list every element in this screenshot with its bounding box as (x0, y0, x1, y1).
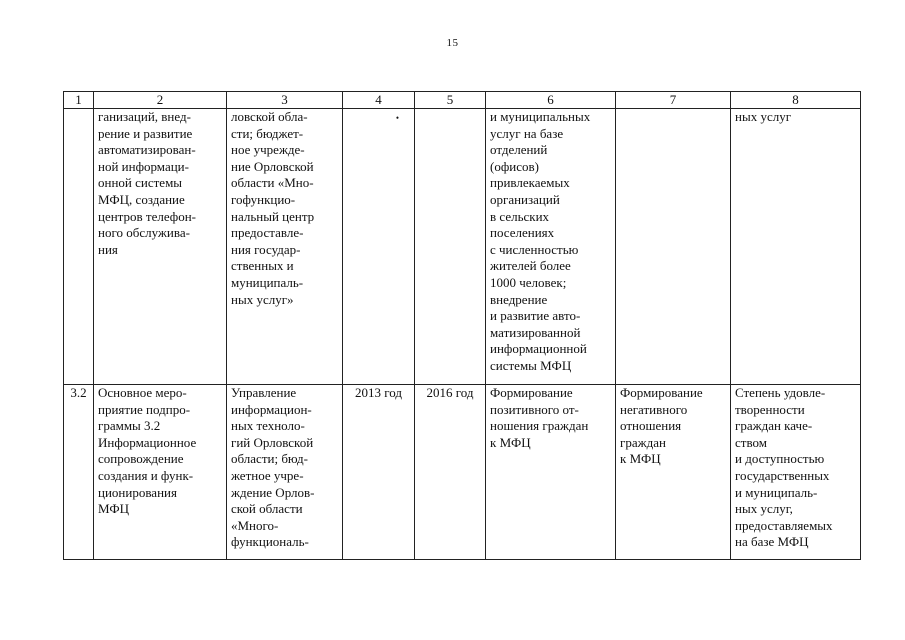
scan-mark: • (395, 113, 400, 123)
indicator-link-cell: Степень удовле- творенности граждан каче- ством и доступностью государственных и муниципаль- ных услуг, предоставляемых на базе МФЦ (731, 385, 861, 560)
header-cell: 1 (64, 92, 94, 109)
header-cell: 2 (94, 92, 227, 109)
executor-cell: ловской обла- сти; бюджет- ное учрежде- ние Орловской области «Мно- гофункцио- нальный центр предоставле- ния государ- ственных и муниципаль- ных услуг» (227, 109, 343, 385)
header-cell: 5 (415, 92, 486, 109)
indicator-link-cell: ных услуг (731, 109, 861, 385)
header-cell: 6 (486, 92, 616, 109)
table-row (64, 385, 861, 560)
table-row (64, 109, 861, 385)
header-cell: 7 (616, 92, 731, 109)
end-year-cell (415, 109, 486, 385)
activity-name-cell: Основное меро- приятие подпро- граммы 3.2 Информационное сопровождение создания и функ- ционирования МФЦ (94, 385, 227, 560)
header-cell: 4 (343, 92, 415, 109)
executor-cell: Управление информацион- ных техноло- гий Орловской области; бюд- жетное учре- ждение Орлов- ской области «Много- функциональ- (227, 385, 343, 560)
expected-result-cell: Формирование позитивного от- ношения граждан к МФЦ (486, 385, 616, 560)
header-cell: 8 (731, 92, 861, 109)
consequences-cell (616, 109, 731, 385)
row-number-cell: 3.2 (64, 385, 94, 560)
row-number-cell (64, 109, 94, 385)
start-year-cell (343, 109, 415, 385)
program-table (63, 91, 861, 560)
activity-name-cell: ганизаций, внед- рение и развитие автоматизирован- ной информаци- онной системы МФЦ, создание центров телефон- ного обслужива- ния (94, 109, 227, 385)
start-year-cell: 2013 год (343, 385, 415, 560)
table-header-row (64, 92, 861, 109)
header-cell: 3 (227, 92, 343, 109)
page-number: 15 (446, 37, 459, 49)
end-year-cell: 2016 год (415, 385, 486, 560)
expected-result-cell: и муниципальных услуг на базе отделений (офисов) привлекаемых организаций в сельских поселениях с численностью жителей более 1000 человек; внедрение и развитие авто- матизированной информационной системы МФЦ (486, 109, 616, 385)
consequences-cell: Формирование негативного отношения граждан к МФЦ (616, 385, 731, 560)
